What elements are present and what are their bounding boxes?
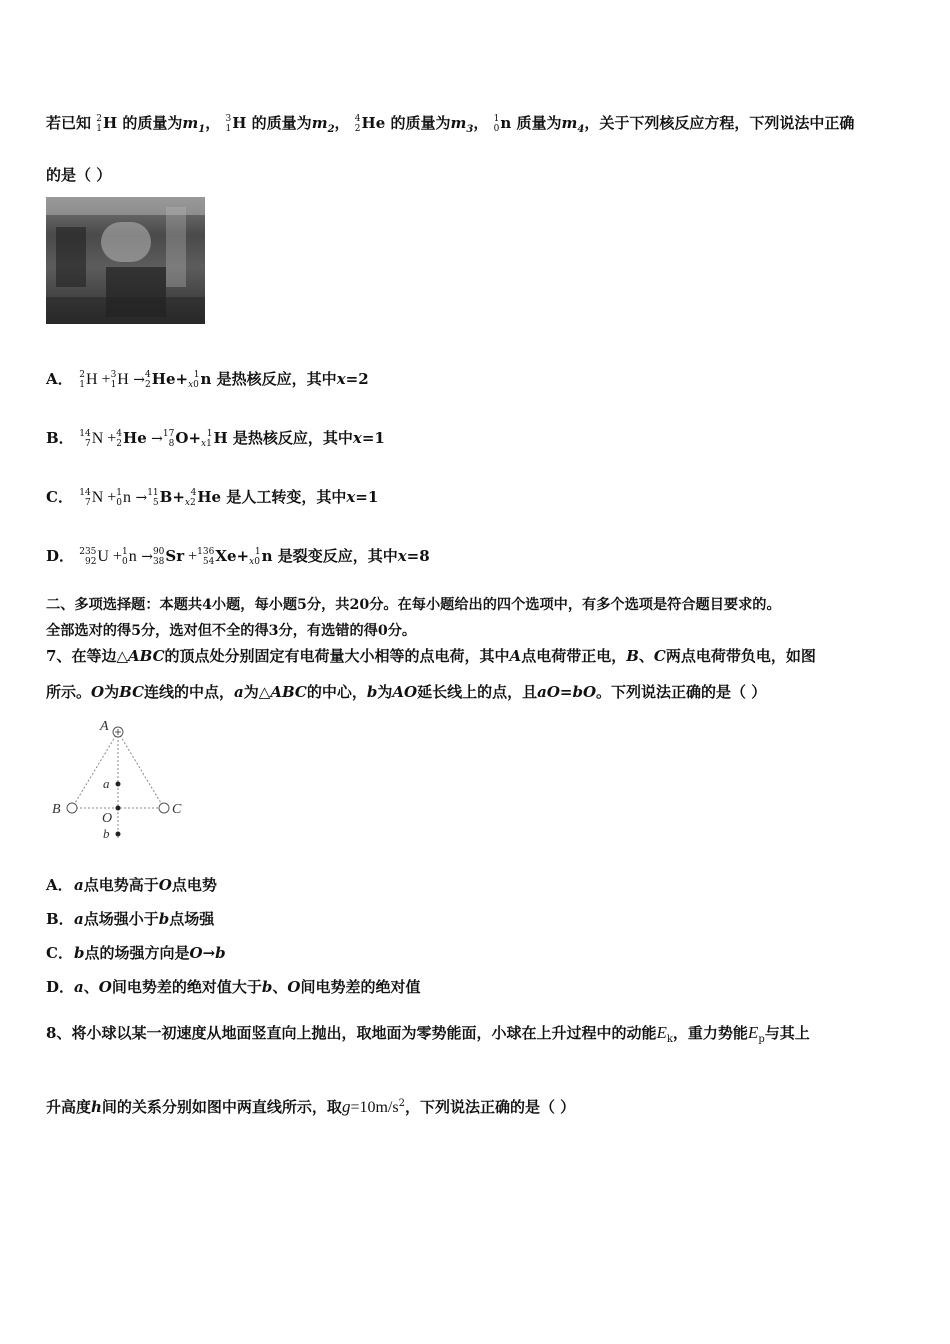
q8-text: 升高度	[46, 1098, 92, 1116]
intro-text: ，关于下列核反应方程，下列说法中正确	[584, 114, 855, 132]
q7-text: 点电荷带正电，	[521, 647, 627, 665]
var: b	[158, 910, 170, 928]
isotope-n: 1 0	[493, 114, 500, 134]
var: B	[626, 647, 639, 665]
option-text: 点电势高于	[83, 876, 159, 894]
intro-line-1	[46, 112, 854, 135]
q8-text: 将小球以某一初速度从地面竖直向上抛出，取地面为零势能面，小球在上升过程中的动能	[71, 1024, 657, 1042]
point-a	[116, 782, 121, 787]
label-a: a	[103, 776, 110, 791]
var: BC	[119, 683, 145, 701]
option-label: B．	[46, 910, 74, 928]
isotope-he4: 4 2	[354, 114, 361, 134]
symbol-n: n	[500, 114, 512, 132]
q7-text: 所示。	[46, 683, 92, 701]
symbol-he: He	[361, 114, 386, 132]
var-ep: E	[747, 1023, 759, 1042]
sep: ，	[473, 114, 489, 132]
charge-b	[67, 803, 77, 813]
value: =8	[406, 547, 430, 565]
var: b	[366, 683, 378, 701]
q6-option-c: C． 14 7 N + 1 0 n → 11 5 B+ 4 x2 He 是人工转变，其中x=1	[46, 488, 379, 508]
q8-text: 间的关系分别如图中两直线所示，取	[101, 1098, 342, 1116]
var: aO=bO	[537, 683, 597, 701]
var-sub: 2	[327, 124, 335, 135]
q7-line-2	[46, 681, 766, 702]
isotope-h3: 3 1	[225, 114, 232, 134]
reactor-photo	[46, 197, 205, 324]
isotope-h2: 2 1	[96, 114, 102, 134]
q7-text: 为	[377, 683, 393, 701]
option-label: A．	[46, 370, 73, 388]
var-sub: 4	[577, 124, 585, 135]
option-text: 点场强小于	[83, 910, 159, 928]
var-ek: E	[656, 1023, 667, 1042]
var: O	[91, 683, 105, 701]
var: O	[98, 978, 112, 996]
intro-text: 的质量为	[390, 114, 451, 132]
option-text: 间电势差的绝对值	[300, 978, 421, 996]
var: AO	[392, 683, 418, 701]
point-o	[116, 806, 121, 811]
var: a	[74, 876, 84, 894]
g-value: =10m/s	[350, 1099, 399, 1116]
option-label: C．	[46, 488, 73, 506]
triangle-charge-figure	[46, 712, 196, 852]
var-sub: k	[666, 1034, 673, 1045]
var: a	[234, 683, 244, 701]
var-sub: p	[758, 1034, 765, 1045]
option-text: 是裂变反应，其中	[277, 547, 398, 565]
symbol-h: H	[232, 114, 247, 132]
var-x: x	[352, 429, 362, 447]
q7-option-a	[46, 874, 217, 895]
intro-text: 质量为	[516, 114, 562, 132]
option-text: 间电势差的绝对值大于	[111, 978, 262, 996]
symbol-h: H	[102, 114, 118, 132]
charge-c	[159, 803, 169, 813]
intro-text: 的质量为	[251, 114, 312, 132]
option-label: D．	[46, 547, 75, 565]
label-A: A	[100, 719, 109, 734]
intro-text: 的质量为	[122, 114, 183, 132]
option-text: 是热核反应，其中	[232, 429, 353, 447]
q7-text: 的中心，	[306, 683, 367, 701]
var: a	[74, 978, 84, 996]
q8-text: ，重力势能	[672, 1024, 748, 1042]
value: =1	[361, 429, 385, 447]
q7-option-d	[46, 976, 420, 997]
section2-line-1: 二、多项选择题：本题共4小题，每小题5分，共20分。在每小题给出的四个选项中，有多个选项是符合题目要求的。	[46, 597, 781, 613]
var: h	[91, 1098, 102, 1116]
option-label: C．	[46, 944, 73, 962]
label-B: B	[52, 802, 61, 817]
var: ABC	[127, 647, 165, 665]
option-text: 是热核反应，其中	[216, 370, 337, 388]
var: A	[509, 647, 522, 665]
question-number: 8、	[46, 1024, 72, 1042]
q7-text: 延长线上的点，且	[417, 683, 538, 701]
q6-option-a: A． 2 1 H + 3 1 H → 4 2 He+ 1 x0 n 是热核反应，其中x=2	[46, 370, 369, 390]
sep: 、	[638, 647, 654, 665]
q7-option-c	[46, 942, 226, 963]
q8-text: ，下列说法正确的是（ ）	[404, 1098, 576, 1116]
q7-text: 两点电荷带负电，如图	[665, 647, 816, 665]
var-sub: 1	[198, 124, 206, 135]
option-text: 点场强	[169, 910, 215, 928]
var-m: m	[311, 114, 328, 132]
q7-text: 连线的中点，	[144, 683, 235, 701]
q7-text: 为	[104, 683, 120, 701]
var-m: m	[450, 114, 467, 132]
intro-text: 若已知	[46, 114, 92, 132]
q8-text: 与其上	[764, 1024, 810, 1042]
value: =1	[355, 488, 379, 506]
q7-text: 。下列说法正确的是（ ）	[596, 683, 767, 701]
var: O	[287, 978, 301, 996]
var-x: x	[346, 488, 356, 506]
var-sub: 3	[466, 124, 474, 135]
q7-text: 在等边△	[71, 647, 128, 665]
option-text: 是人工转变，其中	[226, 488, 347, 506]
var-x: x	[336, 370, 346, 388]
var: O→b	[189, 944, 226, 962]
q6-option-b: B． 14 7 N + 4 2 He → 17 8 O+ 1 x1 H 是热核反应，其中x=1	[46, 429, 385, 449]
q7-text: 为△	[243, 683, 271, 701]
var-x: x	[397, 547, 407, 565]
point-b	[116, 832, 121, 837]
var: C	[653, 647, 666, 665]
q8-line-1	[46, 1022, 810, 1045]
option-text: 、	[272, 978, 288, 996]
option-text: 点电势	[171, 876, 217, 894]
sep: ，	[334, 114, 350, 132]
option-label: B．	[46, 429, 74, 447]
var-g: g	[341, 1097, 351, 1116]
var: b	[261, 978, 273, 996]
label-O: O	[102, 811, 113, 826]
sep: ，	[205, 114, 221, 132]
var-m: m	[182, 114, 199, 132]
var: O	[158, 876, 172, 894]
option-label: D．	[46, 978, 75, 996]
exponent: 2	[398, 1098, 405, 1109]
intro-line-2: 的是（ ）	[46, 166, 112, 184]
value: =2	[345, 370, 369, 388]
option-label: A．	[46, 876, 73, 894]
var: a	[74, 910, 84, 928]
var: ABC	[270, 683, 307, 701]
section2-line-2: 全部选对的得5分，选对但不全的得3分，有选错的得0分。	[46, 623, 417, 639]
question-number: 7、	[46, 647, 72, 665]
label-b: b	[103, 826, 110, 841]
var-m: m	[561, 114, 578, 132]
q7-text: 的顶点处分别固定有电荷量大小相等的点电荷，其中	[164, 647, 510, 665]
option-text: 点的场强方向是	[84, 944, 190, 962]
option-text: 、	[83, 978, 99, 996]
q6-option-d: D． 235 92 U + 1 0 n → 90 38 Sr + 136 54 Xe+ 1 x0 n 是裂变反应，其中x=8	[46, 547, 430, 567]
q8-line-2	[46, 1096, 575, 1117]
var: b	[74, 944, 85, 962]
q7-line-1	[46, 645, 816, 666]
label-C: C	[172, 802, 182, 817]
q7-option-b	[46, 908, 214, 929]
